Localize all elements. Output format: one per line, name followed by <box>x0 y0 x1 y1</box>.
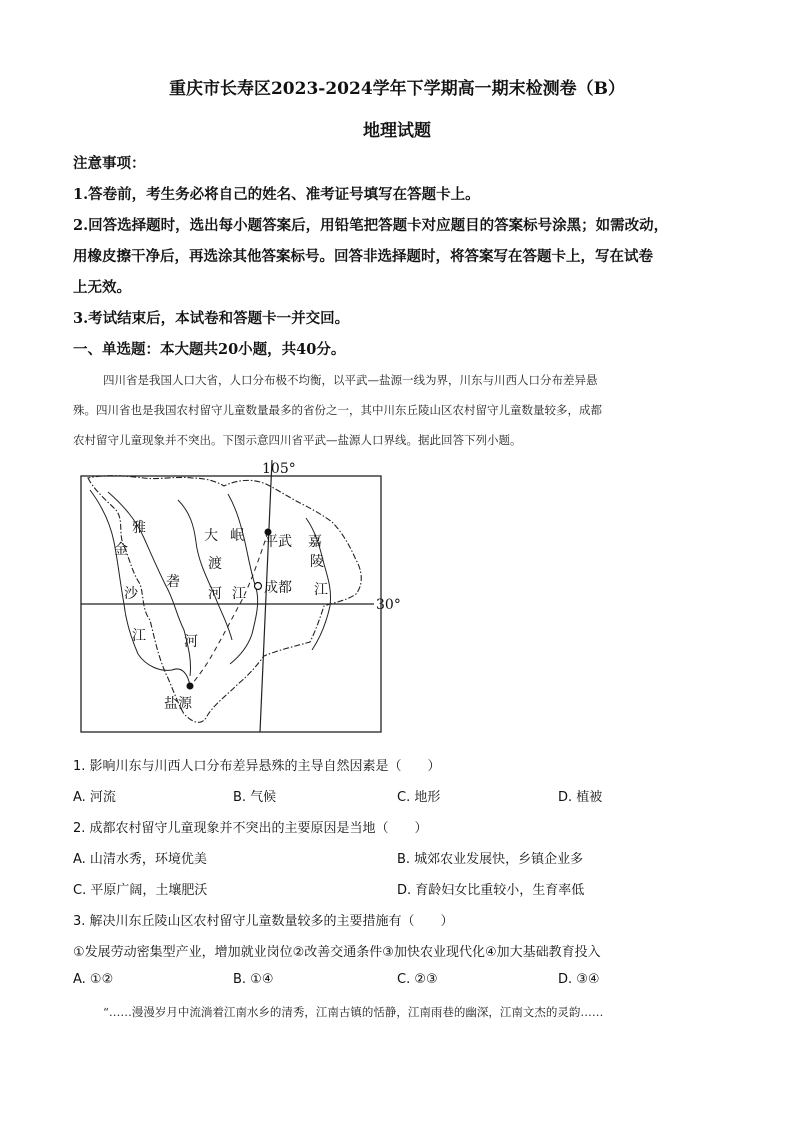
q3-option-d[interactable]: D. ③④ <box>558 972 600 987</box>
label-chengdu: 成都 <box>264 580 292 596</box>
question-1-stem: 1. 影响川东与川西人口分布差异悬殊的主导自然因素是（ ） <box>73 759 441 774</box>
q2-option-c[interactable]: C. 平原广阔，土壤肥沃 <box>73 883 208 898</box>
notice-item-2: 2.回答选择题时，选出每小题答案后，用铅笔把答题卡对应题目的答案标号涂黑；如需改动， <box>73 217 669 234</box>
label-ling: 陵 <box>310 554 324 570</box>
passage-line-3: 农村留守儿童现象并不突出。下图示意四川省平武—盐源人口界线。据此回答下列小题。 <box>73 433 522 447</box>
pingwu-yanyuan-line <box>190 532 268 686</box>
label-jin: 金 <box>114 542 128 558</box>
notice-heading: 注意事项： <box>73 155 146 172</box>
question-3-stem: 3. 解决川东丘陵山区农村留守儿童数量较多的主要措施有（ ） <box>73 914 454 929</box>
exam-title: 重庆市长寿区2023-2024学年下学期高一期末检测卷（B） <box>168 79 626 99</box>
notice-item-3: 3.考试结束后，本试卷和答题卡一并交回。 <box>73 310 350 327</box>
label-he: 河 <box>184 634 198 650</box>
dadu-river <box>178 500 232 640</box>
exam-subtitle: 地理试题 <box>363 121 431 141</box>
label-jia: 嘉 <box>308 534 322 550</box>
passage-line-2: 殊。四川省也是我国农村留守儿童数量最多的省份之一，其中川东丘陵山区农村留守儿童数量较多，成都 <box>73 403 602 417</box>
label-du: 渡 <box>208 556 222 572</box>
q1-option-a[interactable]: A. 河流 <box>73 790 116 805</box>
label-jiang1: 江 <box>132 628 146 644</box>
label-min: 岷 <box>230 528 244 544</box>
notice-item-2-cont: 用橡皮擦干净后，再选涂其他答案标号。回答非选择题时，将答案写在答题卡上，写在试卷 <box>73 248 653 265</box>
q3-option-c[interactable]: C. ②③ <box>397 972 438 987</box>
q2-option-d[interactable]: D. 育龄妇女比重较小，生育率低 <box>397 883 585 898</box>
q2-option-a[interactable]: A. 山清水秀，环境优美 <box>73 852 207 867</box>
sichuan-population-line-map <box>80 460 410 738</box>
label-sha: 沙 <box>124 586 138 602</box>
q2-option-b[interactable]: B. 城郊农业发展快，乡镇企业多 <box>397 852 584 867</box>
label-long: 砻 <box>166 574 180 590</box>
notice-item-2-end: 上无效。 <box>73 279 131 296</box>
q3-option-a[interactable]: A. ①② <box>73 972 114 987</box>
label-jiang2: 江 <box>232 586 246 602</box>
lat-label: 30° <box>376 597 401 613</box>
q1-option-d[interactable]: D. 植被 <box>558 790 603 805</box>
label-yanyuan: 盐源 <box>164 696 192 712</box>
q1-option-b[interactable]: B. 气候 <box>233 790 277 805</box>
q3-option-b[interactable]: B. ①④ <box>233 972 274 987</box>
notice-item-1: 1.答卷前，考生务必将自己的姓名、准考证号填写在答题卡上。 <box>73 186 480 203</box>
label-pingwu: 平武 <box>264 534 292 550</box>
passage-line-1: 四川省是我国人口大省，人口分布极不均衡，以平武—盐源一线为界，川东与川西人口分布差异悬 <box>103 373 598 387</box>
q1-option-c[interactable]: C. 地形 <box>397 790 441 805</box>
label-ya: 雅 <box>132 520 146 536</box>
label-da: 大 <box>204 528 218 544</box>
section-heading: 一、单选题：本大题共20小题，共40分。 <box>73 341 346 358</box>
question-3-choices: ①发展劳动密集型产业，增加就业岗位②改善交通条件③加快农业现代化④加大基础教育投入 <box>73 945 601 960</box>
min-river <box>228 494 258 664</box>
yanyuan-dot <box>187 683 194 690</box>
passage-2-line-1: “……漫漫岁月中流淌着江南水乡的清秀，江南古镇的恬静，江南雨巷的幽深，江南文杰的灵韵…… <box>103 1005 604 1019</box>
longitude-105-line <box>260 460 272 732</box>
chengdu-dot <box>255 583 262 590</box>
lon-label: 105° <box>262 461 296 477</box>
question-2-stem: 2. 成都农村留守儿童现象并不突出的主要原因是当地（ ） <box>73 821 428 836</box>
label-he2: 河 <box>208 586 222 602</box>
label-jiang3: 江 <box>314 582 328 598</box>
